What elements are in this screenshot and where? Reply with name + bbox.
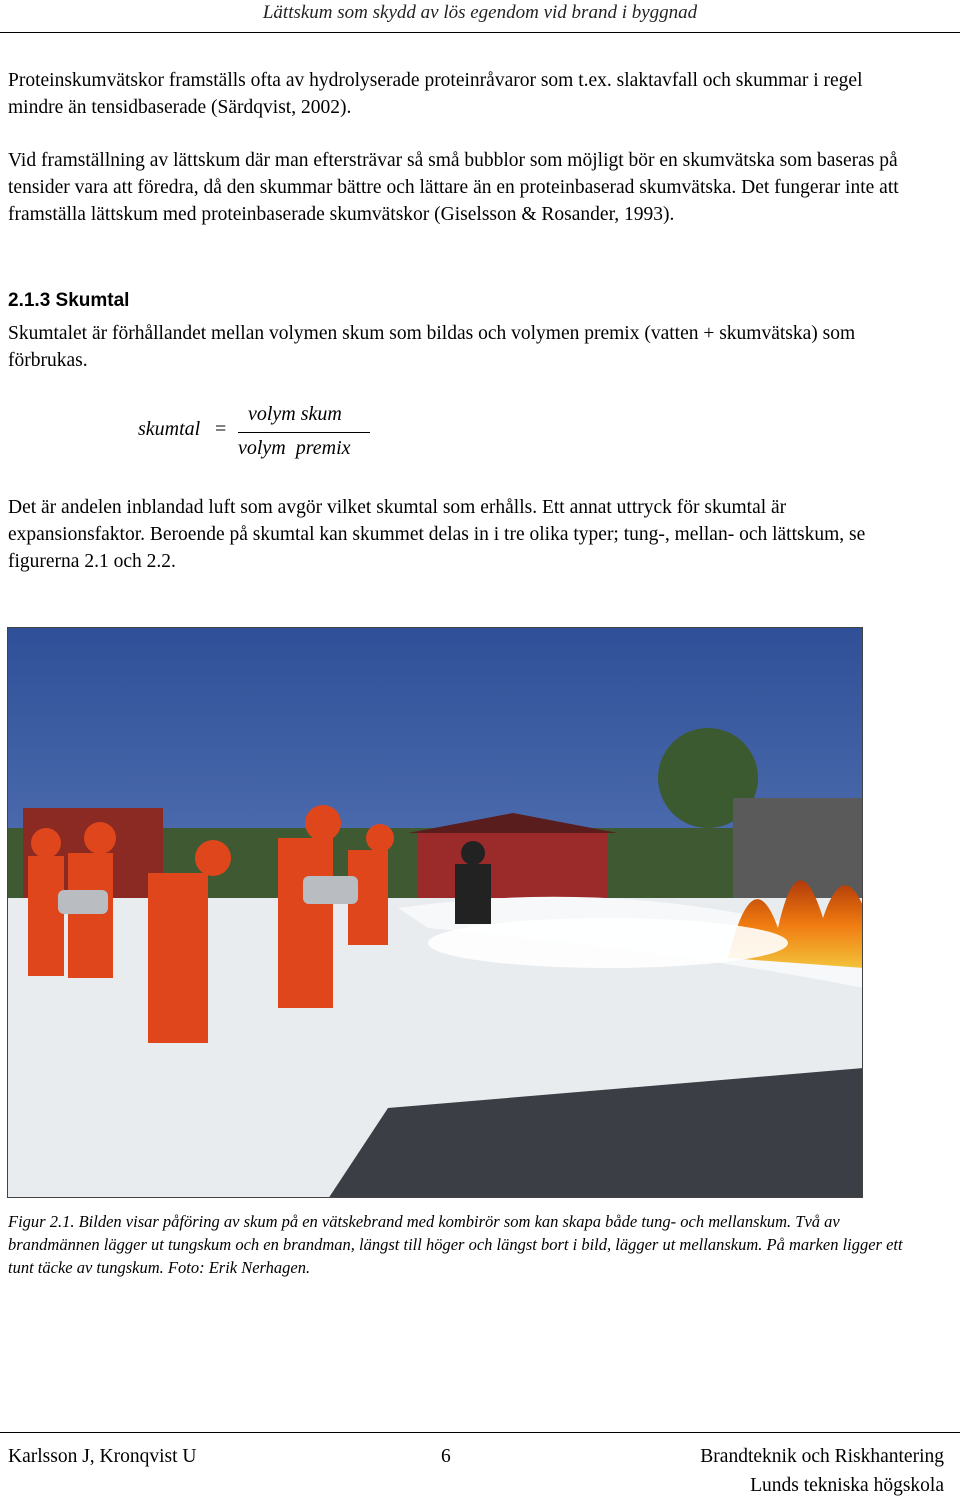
foam-nozzle-left xyxy=(58,890,108,914)
formula-denominator: volym premix xyxy=(238,437,351,459)
page-number: 6 xyxy=(441,1446,451,1467)
paragraph-skumtal: Skumtalet är förhållandet mellan volymen skum som bildas och volymen premix (vatten + skumvätska) som förbrukas. xyxy=(8,323,856,371)
bystander-body xyxy=(455,864,491,924)
firefighters-foam-photo xyxy=(8,628,863,1198)
figure-caption: Figur 2.1. Bilden visar påföring av skum på en vätskebrand med kombirör som kan skapa både tung- och mellanskum. Två av brandmännen lägger ut tungskum och en brandman, längst till höger och längst bort i bild, lägger ut mellanskum. På marken ligger ett tunt täcke av tungskum. Foto: Erik Nerhagen. xyxy=(8,1212,903,1277)
footer-department: Brandteknik och Riskhantering xyxy=(700,1446,944,1467)
footer-rule xyxy=(0,1432,960,1433)
running-title: Lättskum som skydd av lös egendom vid brand i byggnad xyxy=(262,2,698,23)
footer-university: Lunds tekniska högskola xyxy=(750,1475,944,1496)
paragraph-expansion: Det är andelen inblandad luft som avgör vilket skumtal som erhålls. Ett annat uttryck för skumtal är expansionsfaktor. Beroende på skumtal kan skummet delas in i tre olika typer; tung-, mellan- och lättskum, se figurerna 2.1 och 2.2. xyxy=(8,497,866,572)
section-heading: 2.1.3 Skumtal xyxy=(8,290,130,311)
paragraph-tensid: Vid framställning av lättskum där man eftersträvar så små bubblor som möjligt bör en skumvätska som baseras på tensider vara att föredra, då den skummar bättre och lättare än en proteinbaserad skumvätska. Det fungerar inte att framställa lättskum med proteinbaserade skumvätskor (Giselsson & Rosander, 1993). xyxy=(8,150,899,225)
red-house xyxy=(418,833,608,908)
formula-numerator: volym skum xyxy=(248,403,342,425)
skumtal-formula xyxy=(138,400,378,470)
formula-equals: = xyxy=(215,418,227,440)
foam-cloud xyxy=(428,918,788,968)
fraction-bar xyxy=(238,432,370,433)
bystander xyxy=(461,841,485,865)
footer-authors: Karlsson J, Kronqvist U xyxy=(8,1446,197,1467)
foam-nozzle xyxy=(303,876,358,904)
figure-photo xyxy=(7,627,863,1198)
formula-lhs: skumtal xyxy=(138,418,201,440)
page-header xyxy=(0,0,960,33)
paragraph-protein: Proteinskumvätskor framställs ofta av hydrolyserade proteinråvaror som t.ex. slaktavfall och skummar i regel mindre än tensidbaserade (Särdqvist, 2002). xyxy=(8,70,863,118)
